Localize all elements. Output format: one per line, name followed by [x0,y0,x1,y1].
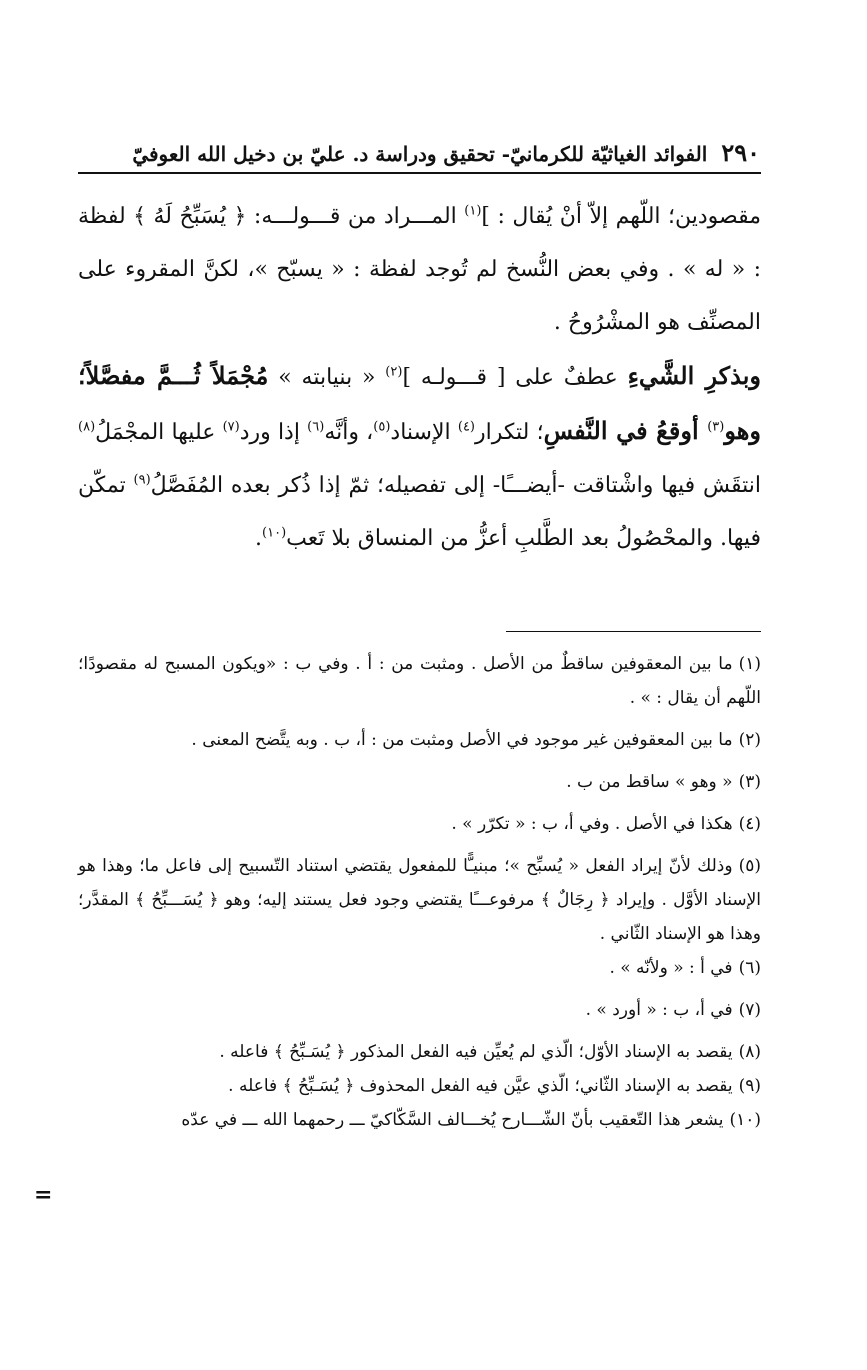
matn-phrase: مُجْمَلاً ثُـــمَّ مفصَّلاً؛ وهو [78,361,761,445]
footnote [78,723,761,757]
footnote-marker: (٧) [738,1000,761,1020]
footnote-text: يقصد به الإسناد الثّاني؛ الّذي عيَّن فيه الفعل المحذوف ﴿ يُسَـبِّحُ ﴾ فاعله . [228,1076,733,1096]
footnote-ref-8: (٨) [78,419,96,435]
footnote-text: هكذا في الأصل . وفي أ، ب : « تكرّر » . [451,814,733,834]
footnote-ref-5: (٥) [373,419,391,435]
footnote [78,647,761,715]
footnote-text: في أ، ب : « أورد » . [585,1000,733,1020]
footnote-text: ما بين المعقوفين غير موجود في الأصل ومثبت من : أ، ب . وبه يتَّضح المعنى . [191,730,733,750]
footnote-marker: (٤) [738,814,761,834]
footnote [78,765,761,799]
footnote-ref-10: (١٠) [262,525,287,541]
footnote-text: « وهو » ساقط من ب . [566,772,733,792]
footnote-marker: (١٠) [729,1110,761,1130]
footnote-ref-7: (٧) [222,419,240,435]
footnote-text: يقصد به الإسناد الأوّل؛ الّذي لم يُعيِّن فيه الفعل المذكور ﴿ يُسَـبِّحُ ﴾ فاعله . [219,1042,733,1062]
footnote-ref-1: (١) [464,203,482,219]
footnote-marker: (١) [738,654,761,674]
main-text [78,190,761,565]
footnote-marker: (٨) [738,1042,761,1062]
header-rule [78,172,761,174]
footnote-ref-6: (٦) [307,419,325,435]
footnote-marker: (٣) [738,772,761,792]
footnote-marker: (٢) [738,730,761,750]
running-head [132,138,760,167]
footnote-rule [506,631,761,632]
footnote-ref-4: (٤) [457,419,475,435]
footnote [78,807,761,841]
page-number: ٢٩٠ [721,138,760,167]
paragraph-2: وبذكرِ الشَّيءِ عطفٌ على [ قـــولـه ]$^{(٢)}$ « بنيابته » مُجْمَلاً ثُـــمَّ مفصَّلاً؛ وهو$^{(٣)}$ أوقعُ في النَّفسِ؛ لتكرار$^{(٤)}$ الإسناد$^{(٥)}$، وأنَّه$^{(٦)}$ إذا ورد$^{(٧)}$ عليها المجْمَلُ$^{(٨)}$ انتقَش فيها واشْتاقت -أيضـــًا- إلى تفصيله؛ ثمّ إذا ذُكر بعده المُفَصَّلُ$^{(٩)}$ تمكّن فيها. والمحْصُولُ بعد الطَّلبِ أعزُّ من المنساق بلا تَعب$^{(١٠)}$. [78,361,762,551]
footnote [78,849,761,951]
footnote-ref-3: (٣) [707,419,725,435]
paragraph-1: مقصودين؛ اللّهم إلاّ أنْ يُقال : ]$^{(١)}$ المـــراد من قـــولـــه: ﴿ يُسَبِّحُ لَهُ ﴾ لفظة : « له » . وفي بعض النُّسخ لم تُوجد لفظة : « يسبّح »، لكنَّ المقروء على المصنِّف هو المشْرُوحُ . [78,203,761,335]
footnote [78,1103,761,1137]
footnote-marker: (٦) [738,958,761,978]
footnote-ref-2: (٢) [385,364,403,380]
footnote [78,951,761,985]
footnote-text: وذلك لأنّ إيراد الفعل « يُسبِّح »؛ مبنيـًّا للمفعول يقتضي استناد التّسبيح إلى فاعل ما؛ وهذا هو الإسناد الأوَّل . وإيراد ﴿ رِجَالٌ ﴾ مرفوعـــًا يقتضي وجود فعل يستند إليه؛ وهو ﴿ يُسَـــبِّحُ ﴾ المقدَّر؛ وهذا هو الإسناد الثّاني . [78,856,761,944]
footnote-ref-9: (٩) [133,472,151,488]
footnote-text: في أ : « ولأنّه » . [609,958,733,978]
footnote-text: يشعر هذا التّعقيب بأنّ الشّـــارح يُخـــالف السَّكّاكيّ ـــ رحمهما الله ـــ في عدّه [181,1110,724,1130]
matn-phrase: وبذكرِ الشَّيءِ [627,361,761,390]
footnote-marker: (٩) [738,1076,761,1096]
matn-phrase: أوقعُ في النَّفسِ [543,416,708,445]
continuation-mark: = [34,1182,53,1208]
footnote-text: ما بين المعقوفين ساقطٌ من الأصل . ومثبت من : أ . وفي ب : «ويكون المسبح له مقصودًا؛ اللّهم أن يقال : » . [78,654,761,708]
footnote [78,993,761,1027]
footnote-marker: (٥) [738,856,761,876]
footnotes [78,647,761,1137]
running-title: الفوائد الغياثيّة للكرمانيّ- تحقيق ودراسة د. عليّ بن دخيل الله العوفيّ [132,142,708,166]
footnote [78,1035,761,1069]
footnote [78,1069,761,1103]
